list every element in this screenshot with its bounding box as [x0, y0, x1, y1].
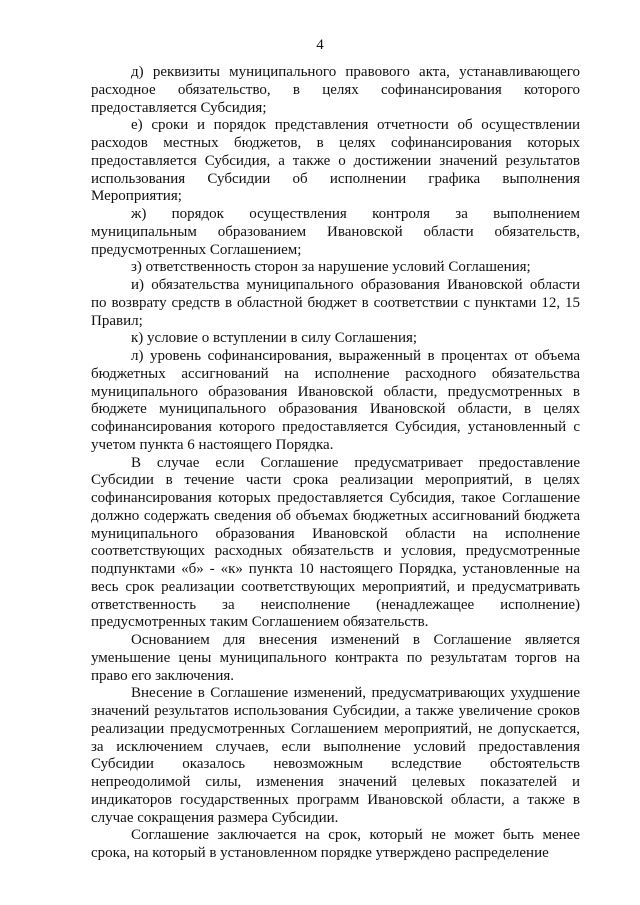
paragraph-item-d: д) реквизиты муниципального правового акта, устанавливающего расходное обязательство, в целях софинансирования которого предоставляется Субсидия; [91, 64, 580, 116]
paragraph-amendment-restrictions: Внесение в Соглашение изменений, предусматривающих ухудшение значений результатов использования Субсидии, а также увеличение сроков реализации предусмотренных Соглашением мероприятий, не допускается, за исключением случаев, если выполнение условий предоставления Субсидии оказалось невозможным вследствие обстоятельств непреодолимой силы, изменения значений целевых показателей и индикаторов государственных программ Ивановской области, а также в случае сокращения размера Субсидии. [91, 685, 580, 826]
paragraph-item-e: е) сроки и порядок представления отчетности об осуществлении расходов местных бюджетов, в целях софинансирования которых предоставляется Субсидия, а также о достижении значений результатов использования Субсидии об исполнении графика выполнения Мероприятия; [91, 117, 580, 205]
paragraph-item-z: з) ответственность сторон за нарушение условий Соглашения; [131, 259, 531, 276]
paragraph-item-zh: ж) порядок осуществления контроля за выполнением муниципальным образованием Ивановской области обязательств, предусмотренных Соглашением; [91, 206, 580, 258]
paragraph-item-l: л) уровень софинансирования, выраженный в процентах от объема бюджетных ассигнований на исполнение расходного обязательства муниципального образования Ивановской области, предусмотренных в бюджете муниципального образования Ивановской области, в целях софинансирования которого предоставляется Субсидия, установленный с учетом пункта 6 настоящего Порядка. [91, 348, 580, 453]
paragraph-item-k: к) условие о вступлении в силу Соглашения; [131, 330, 418, 347]
paragraph-item-i: и) обязательства муниципального образования Ивановской области по возврату средств в областной бюджет в соответствии с пунктами 12, 15 Правил; [91, 277, 580, 329]
paragraph-partial-term: В случае если Соглашение предусматривает предоставление Субсидии в течение части срока реализации мероприятий, в целях софинансирования которых предоставляется Субсидия, такое Соглашение должно содержать сведения об объемах бюджетных ассигнований бюджета муниципального образования Ивановской области на исполнение соответствующих расходных обязательств и условия, предусмотренные подпунктами «б» - «к» пункта 10 настоящего Порядка, установленные на весь срок реализации соответствующих мероприятий, и предусматривать ответственность за неисполнение (ненадлежащее исполнение) предусмотренных таким Соглашением обязательств. [91, 454, 580, 631]
document-body [91, 64, 580, 863]
paragraph-agreement-term: Соглашение заключается на срок, который не может быть менее срока, на который в установленном порядке утверждено распределение [91, 827, 580, 861]
paragraph-amendment-basis: Основанием для внесения изменений в Соглашение является уменьшение цены муниципального контракта по результатам торгов на право его заключения. [91, 632, 580, 684]
page-number: 4 [316, 37, 324, 53]
